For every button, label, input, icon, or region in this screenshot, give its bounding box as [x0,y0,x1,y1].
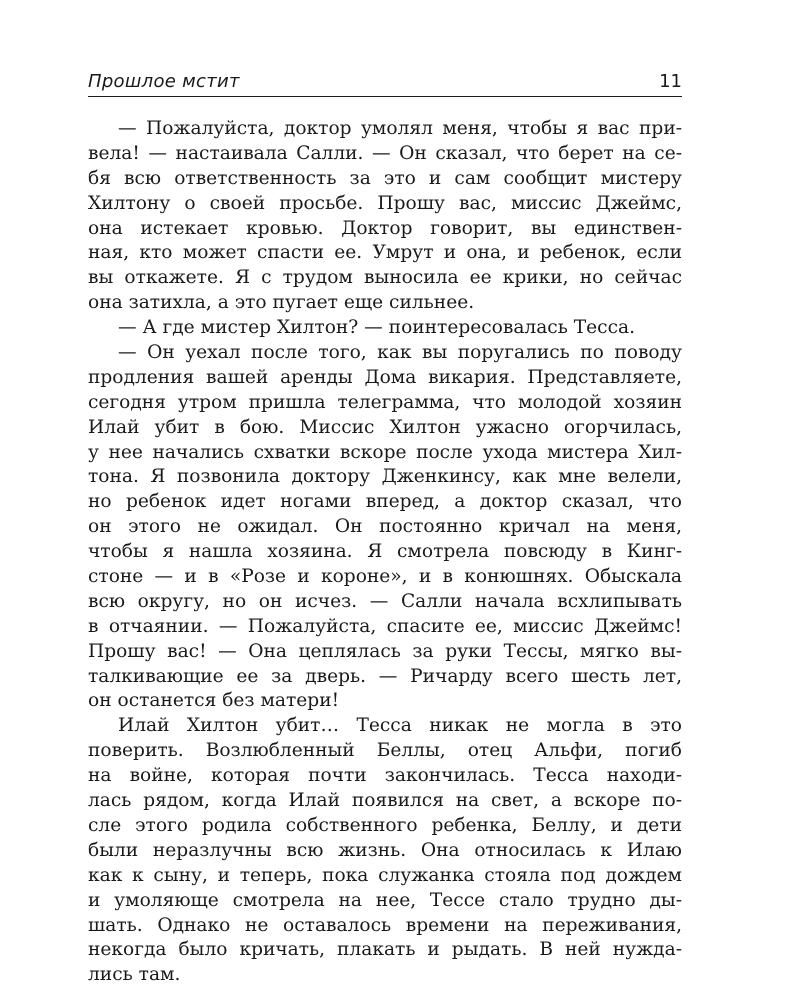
text-line: Прошу вас! — Она цеплялась за руки Тессы, мягко вы- [88,640,682,662]
text-line: вы откажете. Я с трудом выносила ее крики, но сейчас [88,267,682,289]
text-line: всю округу, но он исчез. — Салли начала всхлипывать [88,590,682,612]
text-line: и умоляюще смотрела на нее, Тессе стало трудно ды- [88,889,682,911]
text-line: продления вашей аренды Дома викария. Представляете, [88,366,682,388]
text-line: на войне, которая почти закончилась. Тесса находи- [88,765,682,787]
text-line: Хилтону о своей просьбе. Прошу вас, миссис Джеймс, [88,192,682,214]
text-line: в отчаянии. — Пожалуйста, спасите ее, миссис Джеймс! [88,615,682,637]
text-line: Илай убит в бою. Миссис Хилтон ужасно огорчилась, [88,416,682,438]
text-line: — Пожалуйста, доктор умолял меня, чтобы я вас при- [118,118,682,139]
text-line: — А где мистер Хилтон? — поинтересовалась Тесса. [118,317,635,339]
text-line: как к сыну, и теперь, пока служанка стояла под дождем [88,864,682,886]
text-line: сегодня утром пришла телеграмма, что молодой хозяин [88,391,682,413]
text-line: ная, кто может спасти ее. Умрут и она, и ребенок, если [88,242,682,264]
text-line: шать. Однако не оставалось времени на переживания, [88,914,682,936]
running-title: Прошлое мстит [88,71,240,92]
text-line: чтобы я нашла хозяина. Я смотрела повсюду в Кинг- [88,541,682,563]
text-line: сле этого родила собственного ребенка, Беллу, и дети [88,814,682,836]
text-line: — Он уехал после того, как вы поругались по поводу [118,342,682,364]
text-line: были неразлучны всю жизнь. Она относилась к Илаю [88,839,682,861]
text-line: тона. Я позвонила доктору Дженкинсу, как мне велели, [88,466,682,488]
text-line: но ребенок идет ногами вперед, а доктор сказал, что [88,491,682,513]
text-line: у нее начались схватки вскоре после ухода мистера Хил- [88,441,682,463]
text-line: талкивающие ее за дверь. — Ричарду всего шесть лет, [88,665,682,687]
text-line: вела! — настаивала Салли. — Он сказал, что берет на се- [88,142,682,164]
text-line: он этого не ожидал. Он постоянно кричал на меня, [88,516,682,538]
text-line: она затихла, а это пугает еще сильнее. [88,292,475,314]
text-line: Илай Хилтон убит… Тесса никак не могла в это [118,715,682,737]
text-line: он останется без матери! [88,690,340,712]
text-line: бя всю ответственность за это и сам сообщит мистеру [88,167,682,189]
text-line: стоне — и в «Розе и короне», и в конюшнях. Обыскала [88,566,682,588]
text-line: она истекает кровью. Доктор говорит, вы единствен- [88,217,682,239]
page-number: 11 [659,71,682,92]
text-line: поверить. Возлюбленный Беллы, отец Альфи, погиб [88,740,682,762]
body-text [88,117,682,988]
text-line: лись там. [88,964,181,986]
running-head [88,68,682,97]
text-line: некогда было кричать, плакать и рыдать. В ней нужда- [88,939,682,961]
text-line: лась рядом, когда Илай появился на свет, а вскоре по- [88,790,682,812]
